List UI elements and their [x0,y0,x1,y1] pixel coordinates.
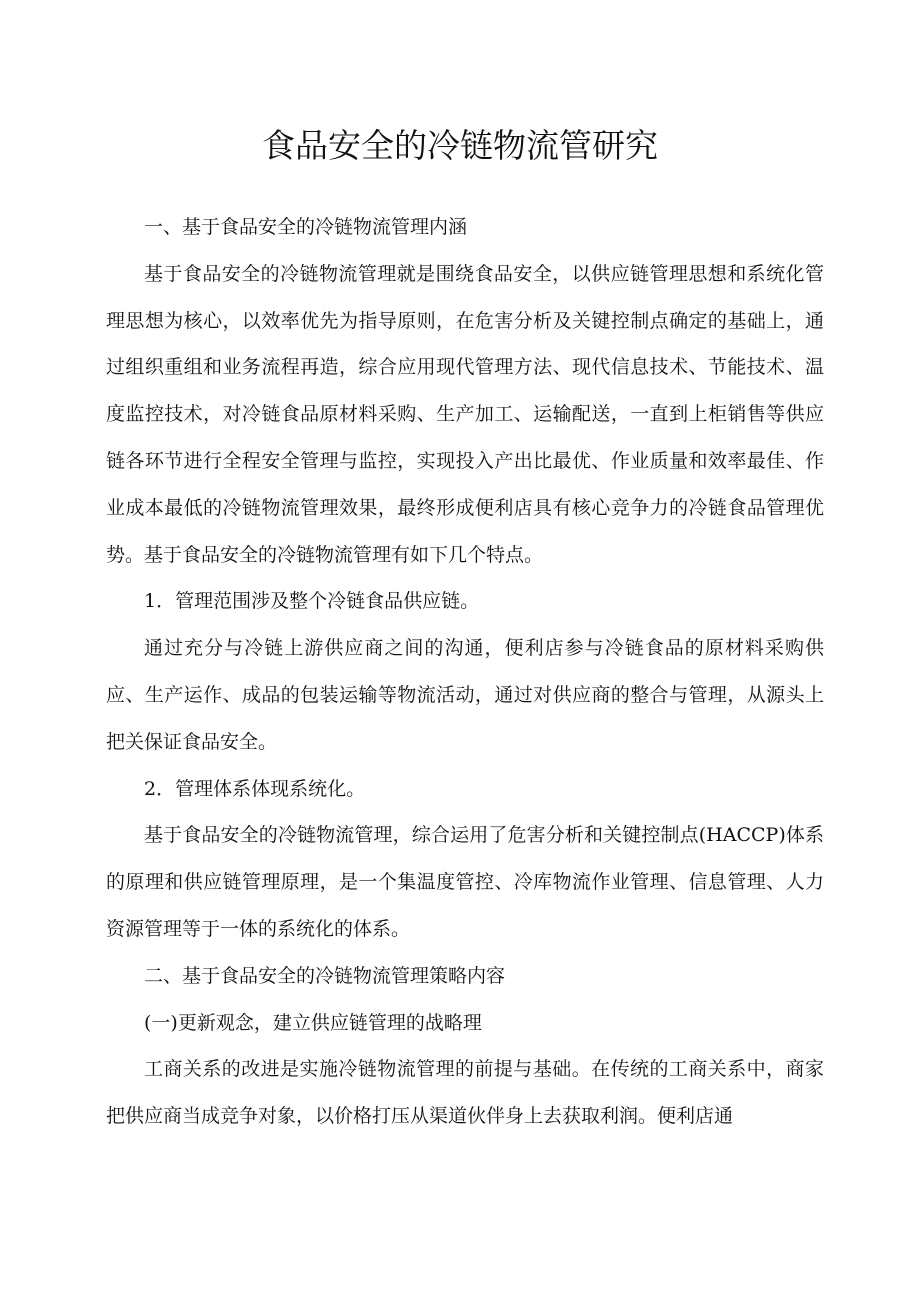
list-item-2: 2．管理体系体现系统化。 [144,777,366,800]
body-paragraph: 通过充分与冷链上游供应商之间的沟通，便利店参与冷链食品的原材料采购供应、生产运作、成品的包装运输等物流活动，通过对供应商的整合与管理，从源头上把关保证食品安全。 [106,637,824,753]
body-paragraph: 基于食品安全的冷链物流管理，综合运用了危害分析和关键控制点(HACCP)体系的原理和供应链管理原理，是一个集温度管控、冷库物流作业管理、信息管理、人力资源管理等于一体的系统化的体系。 [106,824,824,940]
subsection-heading: (一)更新观念，建立供应链管理的战略理 [144,1011,482,1034]
document-body [106,204,824,1140]
body-paragraph: 工商关系的改进是实施冷链物流管理的前提与基础。在传统的工商关系中，商家把供应商当成竞争对象，以价格打压从渠道伙伴身上去获取利润。便利店通 [106,1058,824,1128]
document-title: 食品安全的冷链物流管研究 [262,126,658,165]
section-heading-1: 一、基于食品安全的冷链物流管理内涵 [144,216,468,238]
list-item-1: 1．管理范围涉及整个冷链食品供应链。 [144,590,480,613]
body-paragraph: 基于食品安全的冷链物流管理就是围绕食品安全，以供应链管理思想和系统化管理思想为核心，以效率优先为指导原则，在危害分析及关键控制点确定的基础上，通过组织重组和业务流程再造，综合应用现代管理方法、现代信息技术、节能技术、温度监控技术，对冷链食品原材料采购、生产加工、运输配送，一直到上柜销售等供应链各环节进行全程安全管理与监控，实现投入产出比最优、作业质量和效率最佳、作业成本最低的冷链物流管理效果，最终形成便利店具有核心竞争力的冷链食品管理优势。基于食品安全的冷链物流管理有如下几个特点。 [106,262,824,566]
section-heading-2: 二、基于食品安全的冷链物流管理策略内容 [144,964,506,987]
